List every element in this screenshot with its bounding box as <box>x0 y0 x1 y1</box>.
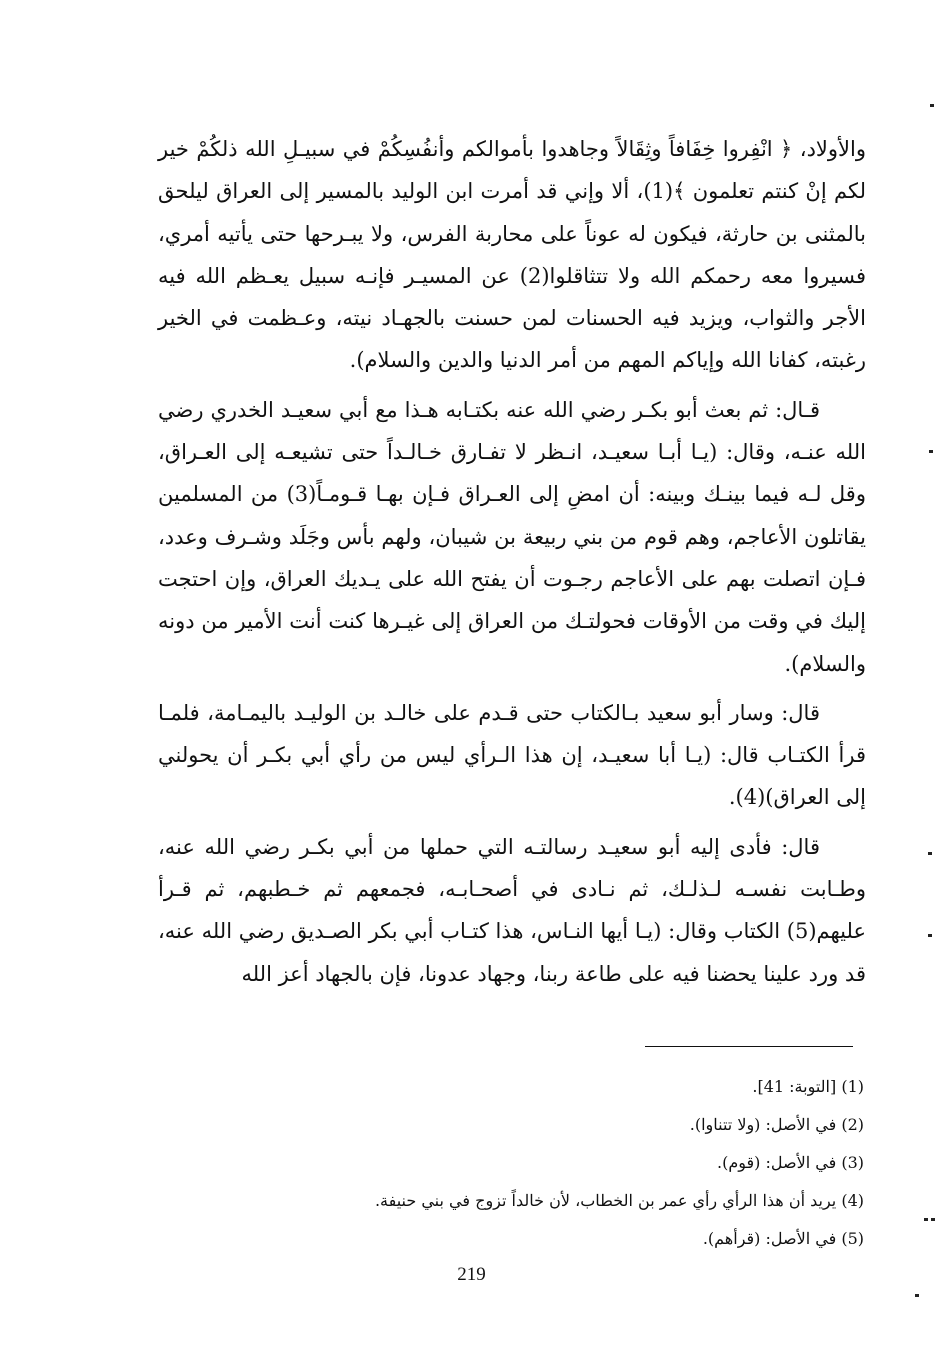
footnote-2: (2) في الأصل: (ولا تتناوا). <box>689 1115 864 1134</box>
scan-speck <box>930 104 934 107</box>
scan-speck <box>915 1294 919 1297</box>
page-number: 219 <box>457 1264 486 1285</box>
paragraph-1: والأولاد، ﴿ انْفِروا خِفَافاً وثِقَالاً وجاهدوا بأموالكم وأنفُسِكُمْ في سبيـلِ الله ذلكُمْ خير لكم إنْ كنتم تعلمون ﴾(1)، ألا وإني قد أمرت ابن الوليد بالمسير إلى العراق ليلحق بالمثنى بن حارثة، فيكون له عوناً على محاربة الفرس، ولا يبـرحها حتى يأتيه أمري، فسيروا معه رحمكم الله ولا تتثاقلوا(2) عن المسيـر فإنـه سبيل يعـظم الله فيه الأجر والثواب، ويزيد فيه الحسنات لمن حسنت بالجهـاد نيته، وعـظمت في الخير رغبته، كفانا الله وإياكم المهم من أمر الدنيا والدين والسلام). <box>158 137 866 373</box>
footnotes <box>200 1068 864 1258</box>
scan-speck <box>928 852 932 855</box>
paragraph-4: قال: فأدى إليه أبو سعيـد رسالتـه التي حملها من أبي بكـر رضي الله عنه، وطـابت نفسـه لـذلـك، ثم نـادى في أصحـابـه، فجمعهم ثم خـطبهم، ثم قـرأ عليهم(5) الكتاب وقال: (يـا أيها النـاس، هذا كتـاب أبي بكر الصـديق رضي الله عنه، قد ورد علينا يحضنا فيه على طاعة ربنا، وجهاد عدونا، فإن بالجهاد أعز الله <box>158 834 866 986</box>
main-text <box>158 128 866 995</box>
scan-speck <box>928 934 932 937</box>
footnote-1: (1) [التوبة: 41]. <box>752 1077 864 1096</box>
footnote-5: (5) في الأصل: (قرأهم). <box>702 1229 864 1248</box>
scan-speck <box>924 1218 928 1221</box>
scan-speck <box>931 1218 935 1221</box>
footnote-3: (3) في الأصل: (قوم). <box>717 1153 864 1172</box>
footnote-4: (4) يريد أن هذا الرأي رأي عمر بن الخطاب، لأن خالداً تزوج في بني حنيفة. <box>374 1191 864 1210</box>
paragraph-2: قـال: ثم بعث أبو بكـر رضي الله عنه بكتـابه هـذا مع أبي سعيـد الخدري رضي الله عنـه، وقال: (يـا أبـا سعيـد، انـظر لا تفـارق خـالـداً حتى تشيعـه إلى العـراق، وقل لـه فيما بينـك وبينه: أن امضِ إلى العـراق فـإن بهـا قـومـاً(3) من المسلمين يقاتلون الأعاجم، وهم قوم من بني ربيعة بن شيبان، ولهم بأس وجَلَد وشـرف وعدد، فـإن اتصلت بهم على الأعاجم رجـوت أن يفتح الله على يـديك العراق، وإن احتجت إليك في وقت من الأوقات فحولتـك من العراق إلى غيـرها كنت أنت الأمير من دونه والسلام). <box>158 397 866 676</box>
paragraph-3: قال: وسار أبو سعيد بـالكتاب حتى قـدم على خالـد بن الوليـد باليمـامة، فلمـا قرأ الكتـاب قال: (يـا أبا سعيـد، إن هذا الـرأي ليس من رأي أبي بكـر أن يحولني إلى العراق)(4). <box>158 700 866 810</box>
footnote-separator <box>645 1046 853 1047</box>
scan-speck <box>929 450 933 453</box>
